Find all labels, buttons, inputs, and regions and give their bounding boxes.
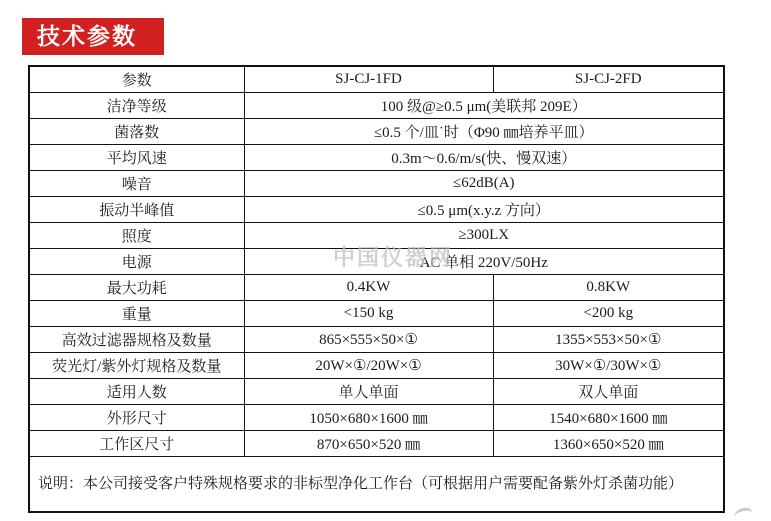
param-value-cell-model1: 1050×680×1600 ㎜ bbox=[244, 404, 493, 430]
param-label-cell: 洁净等级 bbox=[29, 92, 244, 118]
corner-watermark-artifact bbox=[734, 507, 753, 517]
param-label-cell: 适用人数 bbox=[29, 378, 244, 404]
param-value-cell-model2: 30W×①/30W×① bbox=[493, 352, 724, 378]
table-note-row bbox=[29, 456, 724, 512]
param-label-cell: 荧光灯/紫外灯规格及数量 bbox=[29, 352, 244, 378]
param-value-cell-model2: 1540×680×1600 ㎜ bbox=[493, 404, 724, 430]
section-title-badge: 技术参数 bbox=[22, 18, 164, 55]
param-label-cell: 噪音 bbox=[29, 170, 244, 196]
param-label-cell: 最大功耗 bbox=[29, 274, 244, 300]
param-label-cell: 平均风速 bbox=[29, 144, 244, 170]
param-value-cell-model1: 20W×①/20W×① bbox=[244, 352, 493, 378]
param-label-cell: 工作区尺寸 bbox=[29, 430, 244, 456]
param-value-cell-model1: 单人单面 bbox=[244, 378, 493, 404]
param-value-cell: 100 级@≥0.5 μm(美联邦 209E） bbox=[244, 92, 724, 118]
param-label-cell: 高效过滤器规格及数量 bbox=[29, 326, 244, 352]
param-value-cell-model2: 0.8KW bbox=[493, 274, 724, 300]
table-row bbox=[29, 378, 724, 404]
table-row bbox=[29, 248, 724, 274]
table-row bbox=[29, 326, 724, 352]
table-row bbox=[29, 222, 724, 248]
table-row bbox=[29, 144, 724, 170]
param-value-cell: ≥300LX bbox=[244, 222, 724, 248]
param-value-cell: ≤0.5 个/皿˙时（Φ90 ㎜培养平皿） bbox=[244, 118, 724, 144]
table-row bbox=[29, 196, 724, 222]
header-cell-parameter: 参数 bbox=[29, 66, 244, 92]
param-value-cell: ≤62dB(A) bbox=[244, 170, 724, 196]
table-row bbox=[29, 118, 724, 144]
param-label-cell: 外形尺寸 bbox=[29, 404, 244, 430]
table-row bbox=[29, 404, 724, 430]
table-row bbox=[29, 170, 724, 196]
param-value-cell-model1: 0.4KW bbox=[244, 274, 493, 300]
table-header-row bbox=[29, 66, 724, 92]
param-value-cell-model2: 1355×553×50×① bbox=[493, 326, 724, 352]
param-value-cell-model1: 865×555×50×① bbox=[244, 326, 493, 352]
param-label-cell: 照度 bbox=[29, 222, 244, 248]
param-value-cell-model2: <200 kg bbox=[493, 300, 724, 326]
param-value-cell-model2: 1360×650×520 ㎜ bbox=[493, 430, 724, 456]
param-value-cell: ≤0.5 μm(x.y.z 方向） bbox=[244, 196, 724, 222]
spec-table bbox=[28, 65, 725, 513]
param-label-cell: 电源 bbox=[29, 248, 244, 274]
table-row bbox=[29, 92, 724, 118]
param-value-cell-model1: <150 kg bbox=[244, 300, 493, 326]
site-watermark: 中国仪器网 bbox=[333, 245, 454, 270]
note-cell: 说明：本公司接受客户特殊规格要求的非标型净化工作台（可根据用户需要配备紫外灯杀菌功能） bbox=[29, 456, 724, 512]
table-row bbox=[29, 430, 724, 456]
param-value-cell: 0.3m～0.6/m/s(快、慢双速） bbox=[244, 144, 724, 170]
param-value-cell-model1: 870×650×520 ㎜ bbox=[244, 430, 493, 456]
table-row bbox=[29, 300, 724, 326]
table-row bbox=[29, 352, 724, 378]
param-label-cell: 振动半峰值 bbox=[29, 196, 244, 222]
header-cell-model-1: SJ-CJ-1FD bbox=[244, 66, 493, 92]
header-cell-model-2: SJ-CJ-2FD bbox=[493, 66, 724, 92]
param-value-cell: AC 单相 220V/50Hz bbox=[244, 248, 724, 274]
param-label-cell: 重量 bbox=[29, 300, 244, 326]
table-row bbox=[29, 274, 724, 300]
param-value-cell-model2: 双人单面 bbox=[493, 378, 724, 404]
param-label-cell: 菌落数 bbox=[29, 118, 244, 144]
